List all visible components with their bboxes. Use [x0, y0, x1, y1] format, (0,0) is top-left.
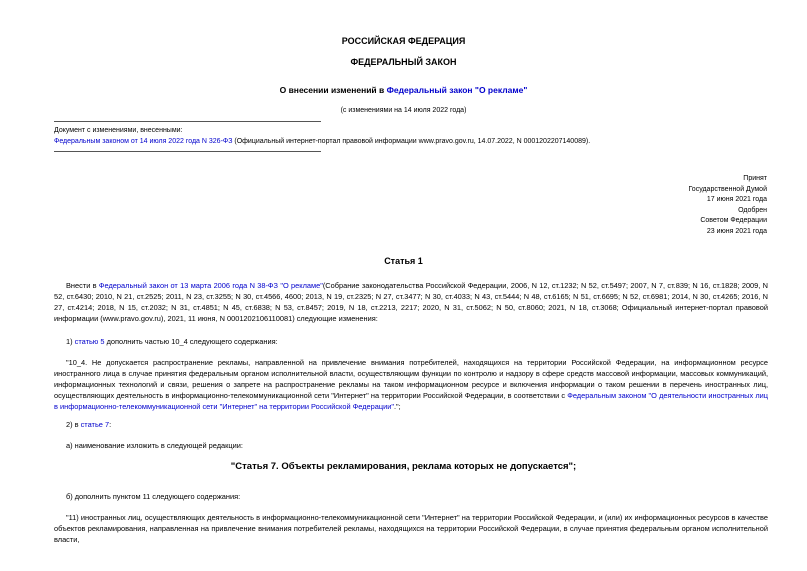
- intro-rest: (Собрание законодательства Российской Федерации, 2006, N 12, ст.1232; N 52, ст.5497; 2007, N 7, ст.839; N 16, ст.1828; 2009, N 52, ст.6430; 2010, N 21, ст.2525; 2011, N 23, ст.3255; N 30, ст.4566, 4600; 2013, N 19, ст.2325; N 27, ст.3477; N 30, ст.4033; N 43, ст.5444; N 48, ст.6165; N 51, ст.6695; N 52, ст.6981; 2014, N 30, ст.4265; 2016, N 27, ст.4214; 2018, N 15, ст.2032; N 31, ст.4851; N 45, ст.6838; N 53, ст.8457; 2019, N 18, ст.2213, 2217; 2020, N 31, ст.5062; N 50, ст.8060; 2021, N 18, ст.3068; Официальный интернет-портал правовой информации (www.pravo.gov.ru), 2021, 11 июня, N 0001202106110081) следующие изменения:: [54, 281, 768, 323]
- subject-prefix: О внесении изменений в: [279, 85, 387, 95]
- item-1: [54, 336, 768, 347]
- article-intro: [54, 280, 768, 324]
- changes-bottom-divider: [54, 151, 321, 152]
- item-2-rest: :: [109, 420, 112, 429]
- item-1-prefix: 1): [66, 337, 75, 346]
- edition-note: (с изменениями на 14 июля 2022 года): [340, 107, 467, 114]
- changes-top-divider: [54, 121, 321, 122]
- quote-10-4-text: "10_4. Не допускается распространение рекламы, направленной на привлечение внимания потребителей, находящихся на территории Российской Федерации, на информационном ресурсе иностранного лица в случае принятия федеральным органом исполнительной власти, осуществляющим функции по контролю и надзору в сфере средств массовой информации, массовых коммуникаций, информационных технологий и связи, решения о запрете на распространение рекламы на таком информационном ресурсе и включения информации о таком решении в перечень иностранных лиц, осуществляющих деятельность в информационно-телекоммуникационной сети "Интернет" на территории Российской Федерации, в соответствии с: [54, 358, 768, 400]
- approved-date: 23 июня 2021 года: [706, 227, 767, 235]
- item-2b: б) дополнить пунктом 11 следующего содержания:: [66, 492, 241, 501]
- doc-type-heading: ФЕДЕРАЛЬНЫЙ ЗАКОН: [350, 57, 457, 67]
- changes-label: Документ с изменениями, внесенными:: [54, 127, 183, 134]
- intro-prefix: Внести в: [66, 281, 99, 290]
- approved-by: Советом Федерации: [700, 217, 767, 224]
- article-5-link[interactable]: статью 5: [74, 337, 105, 346]
- foreign-entities-law-link[interactable]: Федеральным законом "О деятельности иностранных лиц в информационно-телекоммуникационной сети "Интернет" на территории Российской Федерации": [54, 391, 768, 411]
- changes-source: (Официальный интернет-портал правовой информации www.pravo.gov.ru, 14.07.2022, N 0001202207140089).: [232, 138, 591, 145]
- item-2a: а) наименование изложить в следующей редакции:: [66, 441, 243, 450]
- adoption-block: [567, 174, 767, 237]
- approved-label: Одобрен: [738, 206, 767, 214]
- article-7-link[interactable]: статье 7: [80, 420, 110, 429]
- adopted-by: Государственной Думой: [688, 185, 767, 193]
- country-heading: РОССИЙСКАЯ ФЕДЕРАЦИЯ: [341, 36, 466, 46]
- new-article-title: "Статья 7. Объекты рекламирования, реклама которых не допускается";: [230, 461, 577, 472]
- subject-law-link[interactable]: Федеральный закон "О рекламе": [386, 85, 528, 95]
- quote-10-4: [54, 357, 768, 412]
- quote-10-4-end: .";: [394, 402, 401, 411]
- document-subject: [0, 85, 807, 96]
- base-law-link[interactable]: Федеральный закон от 13 марта 2006 года N 38-ФЗ "О рекламе": [98, 281, 323, 290]
- item-2: [54, 419, 768, 430]
- item-1-rest: дополнить частью 10_4 следующего содержания:: [104, 337, 278, 346]
- adopted-label: Принят: [743, 175, 767, 182]
- quote-item-11: "11) иностранных лиц, осуществляющих деятельность в информационно-телекоммуникационной сети "Интернет" на территории Российской Федерации, и (или) их информационных ресурсов в качестве объектов рекламирования, направленная на привлечение внимания потребителей рекламы, находящихся на территории Российской Федерации, в случае принятия федеральным органом исполнительной власти,: [54, 513, 768, 544]
- changes-entry: [54, 136, 754, 147]
- article-heading: Статья 1: [384, 256, 423, 266]
- amending-law-link[interactable]: Федеральным законом от 14 июля 2022 года N 326-ФЗ: [54, 138, 233, 145]
- adopted-date: 17 июня 2021 года: [706, 196, 767, 203]
- item-2-prefix: 2) в: [66, 420, 81, 429]
